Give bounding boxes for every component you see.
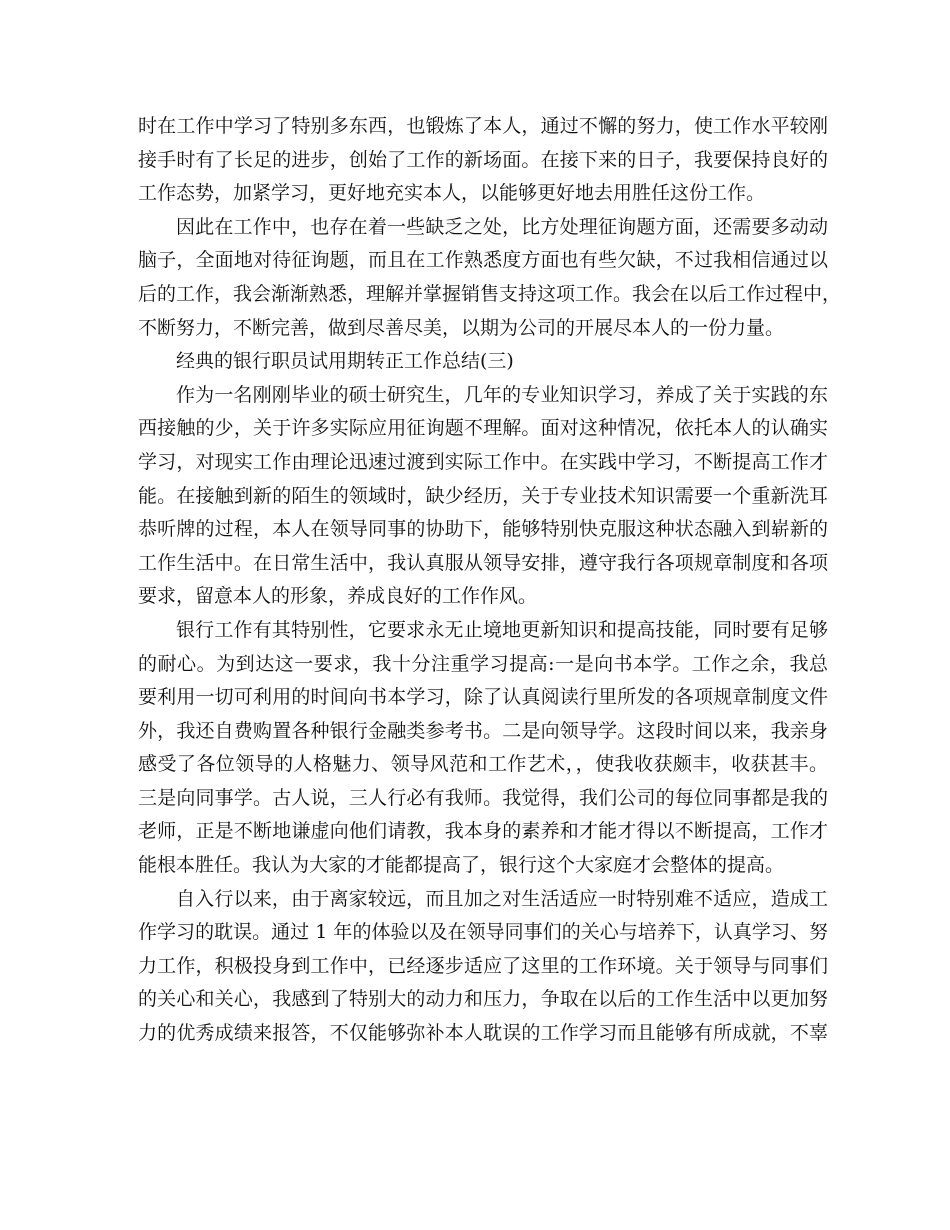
text-line: 能根本胜任。我认为大家的才能都提高了，银行这个大家庭才会整体的提高。 [138, 854, 785, 877]
text-line: 工作生活中。在日常生活中，我认真服从领导安排，遵守我行各项规章制度和各项 [138, 551, 828, 574]
text-line: 银行工作有其特别性，它要求永无止境地更新知识和提高技能，同时要有足够 [176, 618, 828, 641]
text-line: 脑子，全面地对待征询题，而且在工作熟悉度方面也有些欠缺，不过我相信通过以 [138, 249, 828, 272]
text-line: 后的工作，我会渐渐熟悉，理解并掌握销售支持这项工作。我会在以后工作过程中， [138, 282, 842, 305]
text-line: 不断努力，不断完善，做到尽善尽美，以期为公司的开展尽本人的一份力量。 [138, 316, 785, 339]
text-line: 力的优秀成绩来报答，不仅能够弥补本人耽误的工作学习而且能够有所成就，不辜 [138, 1022, 828, 1045]
text-line: 要利用一切可利用的时间向书本学习，除了认真阅读行里所发的各项规章制度文件 [138, 686, 828, 709]
text-line: 的耐心。为到达这一要求，我十分注重学习提高:一是向书本学。工作之余，我总 [138, 652, 828, 675]
body-text [138, 110, 842, 1051]
text-line: 老师，正是不断地谦虚向他们请教，我本身的素养和才能才得以不断提高，工作才 [138, 820, 828, 843]
text-line: 感受了各位领导的人格魅力、领导风范和工作艺术，，使我收获颇丰，收获甚丰。 [138, 753, 828, 776]
text-line: 自入行以来，由于离家较远，而且加之对生活适应一时特别难不适应，造成工 [176, 887, 828, 910]
text-line: 作学习的耽误。通过 1 年的体验以及在领导同事们的关心与培养下，认真学习、努 [138, 921, 828, 944]
text-line: 要求，留意本人的形象，养成良好的工作作风。 [138, 585, 538, 608]
text-line: 因此在工作中，也存在着一些缺乏之处，比方处理征询题方面，还需要多动动 [176, 215, 828, 238]
text-line: 学习，对现实工作由理论迅速过渡到实际工作中。在实践中学习，不断提高工作才 [138, 450, 828, 473]
text-line: 接手时有了长足的进步，创始了工作的新场面。在接下来的日子，我要保持良好的 [138, 148, 828, 171]
text-line: 的关心和关心，我感到了特别大的动力和压力，争取在以后的工作生活中以更加努 [138, 988, 828, 1011]
text-line: 工作态势，加紧学习，更好地充实本人，以能够更好地去用胜任这份工作。 [138, 182, 766, 205]
text-line: 力工作，积极投身到工作中，已经逐步适应了这里的工作环境。关于领导与同事们 [138, 954, 828, 977]
text-line: 能。在接触到新的陌生的领域时，缺少经历，关于专业技术知识需要一个重新洗耳 [138, 484, 828, 507]
text-line: 西接触的少，关于许多实际应用征询题不理解。面对这种情况，依托本人的认确实 [138, 417, 828, 440]
text-line: 三是向同事学。古人说，三人行必有我师。我觉得，我们公司的每位同事都是我的 [138, 786, 828, 809]
text-line: 时在工作中学习了特别多东西，也锻炼了本人，通过不懈的努力，使工作水平较刚 [138, 115, 828, 137]
text-line: 作为一名刚刚毕业的硕士研究生，几年的专业知识学习，养成了关于实践的东 [176, 383, 828, 406]
section-heading: 经典的银行职员试用期转正工作总结(三) [176, 350, 514, 373]
text-line: 外，我还自费购置各种银行金融类参考书。二是向领导学。这段时间以来，我亲身 [138, 719, 828, 742]
text-line: 恭听牌的过程，本人在领导同事的协助下，能够特别快克服这种状态融入到崭新的 [138, 518, 828, 541]
